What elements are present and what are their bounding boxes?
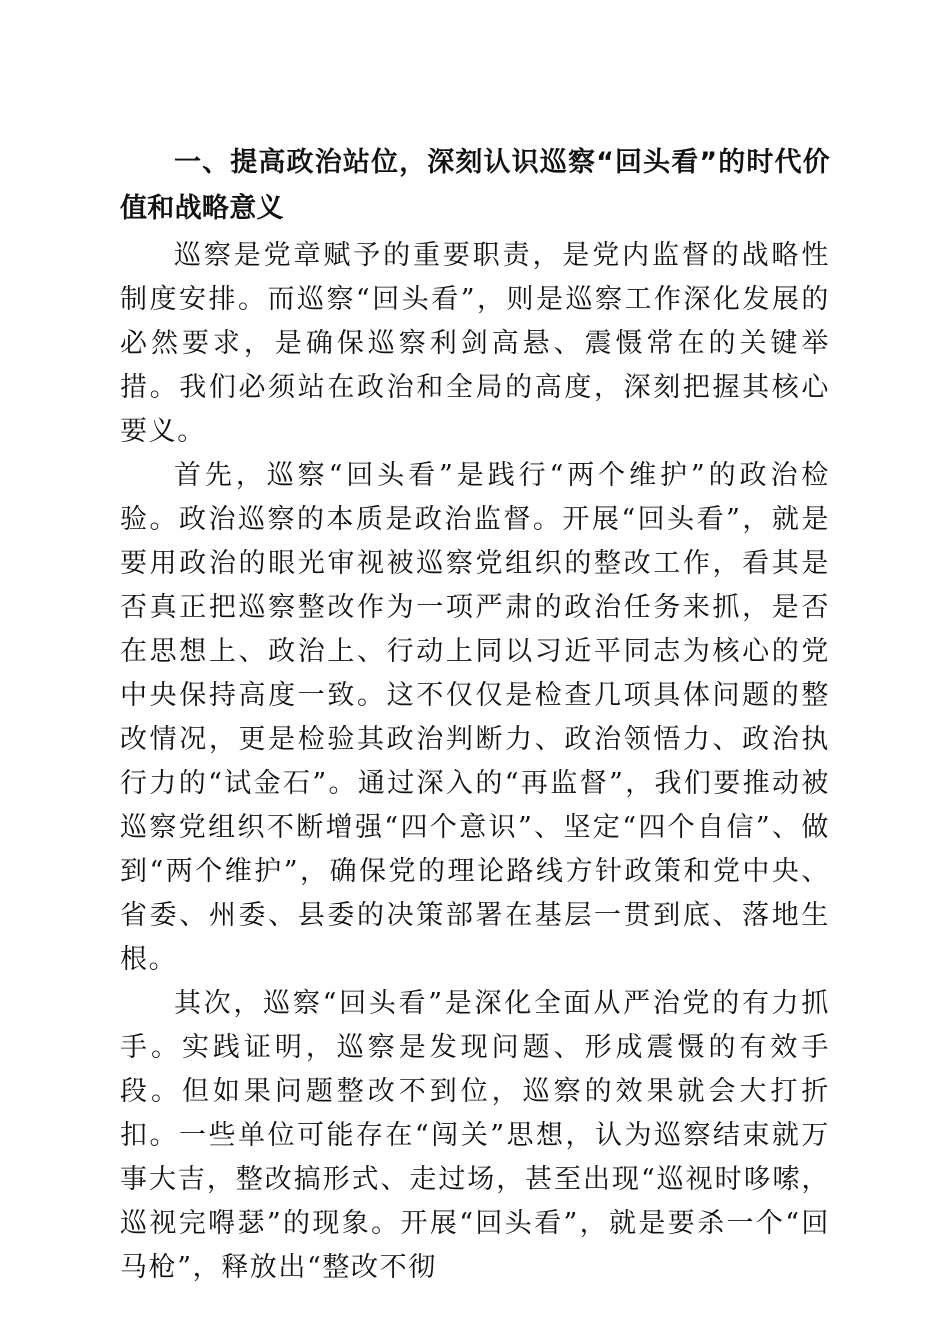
- paragraph-intro: 巡察是党章赋予的重要职责，是党内监督的战略性制度安排。而巡察“回头看”，则是巡察工作深化发展的必然要求，是确保巡察利剑高悬、震慑常在的关键举措。我们必须站在政治和全局的高度，深刻把握其核心要义。: [120, 240, 830, 447]
- paragraph-first: 首先，巡察“回头看”是践行“两个维护”的政治检验。政治巡察的本质是政治监督。开展“回头看”，就是要用政治的眼光审视被巡察党组织的整改工作，看其是否真正把巡察整改作为一项严肃的政治任务来抓，是否在思想上、政治上、行动上同以习近平同志为核心的党中央保持高度一致。这不仅仅是检查几项具体问题的整改情况，更是检验其政治判断力、政治领悟力、政治执行力的“试金石”。通过深入的“再监督”，我们要推动被巡察党组织不断增强“四个意识”、坚定“四个自信”、做到“两个维护”，确保党的理论路线方针政策和党中央、省委、州委、县委的决策部署在基层一贯到底、落地生根。: [120, 460, 830, 975]
- document-page: [120, 140, 830, 1290]
- section-heading: 一、提高政治站位，深刻认识巡察“回头看”的时代价值和战略意义: [120, 147, 830, 224]
- paragraph-second: 其次，巡察“回头看”是深化全面从严治党的有力抓手。实践证明，巡察是发现问题、形成震慑的有效手段。但如果问题整改不到位，巡察的效果就会大打折扣。一些单位可能存在“闯关”思想，认为巡察结束就万事大吉，整改搞形式、走过场，甚至出现“巡视时哆嗦，巡视完嘚瑟”的现象。开展“回头看”，就是要杀一个“回马枪”，释放出“整改不彻: [120, 988, 830, 1283]
